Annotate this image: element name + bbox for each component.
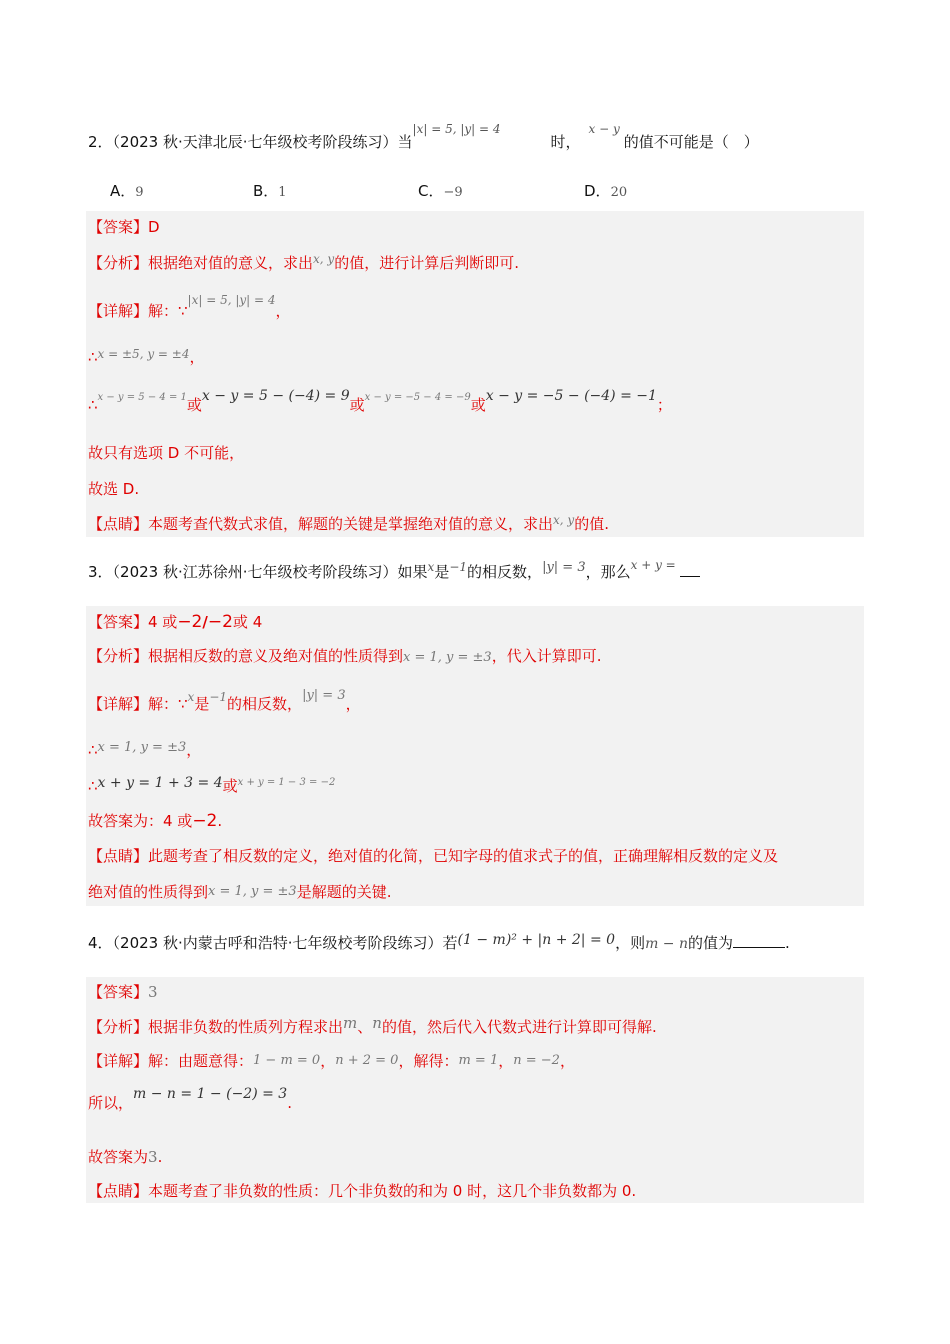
question-2-stem: 2．（2023 秋·天津北辰·七年级校考阶段练习）当$^{|x| = 5, |y| = 4}$时，$^{x - y}$的值不可能是（ ） bbox=[88, 122, 759, 151]
comment-line: 【点睛】本题考查了非负数的性质：几个非负数的和为 0 时，这几个非负数都为 0. bbox=[88, 1182, 637, 1200]
answer-line: 【答案】D bbox=[88, 218, 160, 236]
final-answer-line: 故答案为：4 或−2. bbox=[88, 811, 223, 831]
analysis-line: 【分析】根据绝对值的意义，求出$^{x, y}$的值，进行计算后判断即可. bbox=[88, 252, 519, 272]
fill-blank[interactable] bbox=[733, 933, 785, 948]
step-line-1: ∴$^{x = \pm 5, y = \pm 4}$， bbox=[88, 347, 205, 366]
question-4-stem: 4．（2023 秋·内蒙古呼和浩特·七年级校考阶段练习）若(1 − m)² + |n + 2| = 0，则m − n的值为 . bbox=[88, 932, 790, 952]
option-b[interactable]: B．1 bbox=[253, 182, 287, 200]
final-answer-line: 故答案为3. bbox=[88, 1148, 163, 1166]
detail-line: 【详解】解：∵$^x$是$^{-1}$的相反数，|y| = 3， bbox=[88, 688, 361, 713]
option-c[interactable]: C．−9 bbox=[418, 182, 463, 200]
detail-line: 【详解】解：∵$^{|x| = 5, |y| = 4}$， bbox=[88, 293, 291, 320]
answer-block-q2 bbox=[86, 211, 864, 537]
answer-block-q3 bbox=[86, 606, 864, 906]
question-source: （2023 秋·内蒙古呼和浩特·七年级校考阶段练习） bbox=[112, 934, 443, 952]
step-line-2: ∴x + y = 1 + 3 = 4或$^{x + y = 1 - 3 = -2}$ bbox=[88, 775, 336, 795]
comment-line: 【点睛】本题考查代数式求值，解题的关键是掌握绝对值的意义，求出$^{x, y}$的值. bbox=[88, 513, 609, 533]
question-number: 2． bbox=[88, 133, 113, 151]
answer-line: 【答案】4 或−2/−2或 4 bbox=[88, 612, 263, 632]
answer-block-q4 bbox=[86, 977, 864, 1203]
math-condition: |x| = 5, |y| = 4 bbox=[412, 122, 501, 136]
math-expression: x − y bbox=[588, 122, 620, 136]
comment-line-2: 绝对值的性质得到x = 1, y = ±3是解题的关键. bbox=[88, 883, 392, 901]
answer-line: 【答案】3 bbox=[88, 983, 158, 1001]
question-source: （2023 秋·江苏徐州·七年级校考阶段练习） bbox=[112, 563, 398, 581]
analysis-line: 【分析】根据非负数的性质列方程求出m、n的值，然后代入代数式进行计算即可得解. bbox=[88, 1014, 657, 1036]
question-source: （2023 秋·天津北辰·七年级校考阶段练习） bbox=[112, 133, 398, 151]
comment-line-1: 【点睛】此题考查了相反数的定义，绝对值的化简，已知字母的值求式子的值，正确理解相反数的定义及 bbox=[88, 847, 779, 865]
conclusion-line-1: 故只有选项 D 不可能， bbox=[88, 444, 245, 462]
question-number: 3． bbox=[88, 563, 113, 581]
step-line-1: ∴x = 1, y = ±3， bbox=[88, 740, 202, 759]
fill-blank[interactable] bbox=[680, 562, 700, 577]
option-d[interactable]: D．20 bbox=[584, 182, 628, 200]
step-line-2: ∴$^{x - y = 5 - 4 = 1}$或x − y = 5 − (−4) = 9或$^{x - y = -5 - 4 = -9}$或x − y = −5 − (−4) = −1； bbox=[88, 388, 672, 414]
detail-line: 【详解】解：由题意得：1 − m = 0，n + 2 = 0，解得：m = 1，n = −2， bbox=[88, 1052, 575, 1070]
analysis-line: 【分析】根据相反数的意义及绝对值的性质得到x = 1, y = ±3，代入计算即可. bbox=[88, 647, 602, 665]
option-a[interactable]: A．9 bbox=[110, 182, 144, 200]
question-3-stem: 3．（2023 秋·江苏徐州·七年级校考阶段练习）如果$^x$是$^{-1}$的相反数，|y| = 3，那么$^{x + y =}$ bbox=[88, 562, 700, 584]
question-number: 4． bbox=[88, 934, 113, 952]
so-line: 所以，m − n = 1 − (−2) = 3. bbox=[88, 1086, 292, 1112]
conclusion-line-2: 故选 D. bbox=[88, 480, 140, 498]
